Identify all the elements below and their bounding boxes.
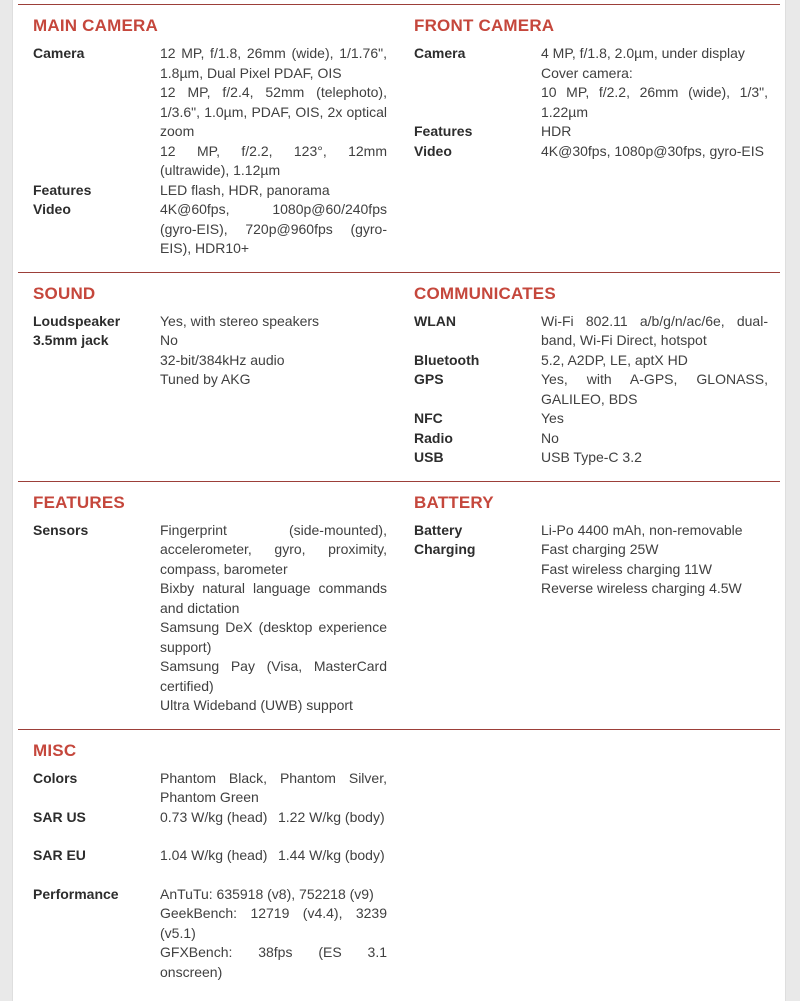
spec-row bbox=[414, 122, 768, 142]
section-row bbox=[18, 272, 780, 481]
spec-value bbox=[160, 846, 387, 866]
value-paragraph: Fast charging 25W bbox=[541, 541, 659, 557]
value-paragraph: Samsung DeX (desktop experience support) bbox=[160, 619, 387, 655]
spec-section bbox=[18, 273, 399, 481]
section-row bbox=[18, 4, 780, 272]
value-paragraph: Samsung Pay (Visa, MasterCard certified) bbox=[160, 658, 387, 694]
value-paragraph: 10 MP, f/2.2, 26mm (wide), 1/3", 1.22µm bbox=[541, 84, 768, 120]
spec-label: Features bbox=[414, 123, 473, 139]
spec-row bbox=[33, 200, 387, 259]
spec-value bbox=[541, 540, 768, 599]
value-paragraph: LED flash, HDR, panorama bbox=[160, 181, 330, 198]
spec-value bbox=[160, 521, 387, 716]
value-paragraph: Li-Po 4400 mAh, non-removable bbox=[541, 521, 743, 538]
value-paragraph: Yes, with stereo speakers bbox=[160, 312, 320, 329]
value-paragraph: USB Type-C 3.2 bbox=[541, 449, 642, 465]
value-paragraph: Wi-Fi 802.11 a/b/g/n/ac/6e, dual-band, Wi-Fi Direct, hotspot bbox=[541, 312, 768, 348]
spec-row bbox=[33, 808, 387, 828]
value-paragraph: Fast wireless charging 11W bbox=[541, 560, 712, 577]
value-paragraph: 4K@60fps, 1080p@60/240fps (gyro-EIS), 720p@960fps (gyro-EIS), HDR10+ bbox=[160, 201, 387, 256]
sar-body-value: 1.22 W/kg (body) bbox=[278, 808, 385, 825]
spec-value bbox=[160, 44, 387, 181]
spec-value bbox=[541, 521, 768, 541]
value-paragraph: GeekBench: 12719 (v4.4), 3239 (v5.1) bbox=[160, 905, 387, 941]
spec-label: Video bbox=[33, 201, 71, 217]
section-row bbox=[18, 481, 780, 729]
value-paragraph: AnTuTu: 635918 (v8), 752218 (v9) bbox=[160, 885, 374, 902]
spec-label: WLAN bbox=[414, 312, 456, 329]
spec-section bbox=[18, 730, 399, 996]
value-paragraph: Yes, with A-GPS, GLONASS, GALILEO, BDS bbox=[541, 371, 768, 407]
value-paragraph: 4K@30fps, 1080p@30fps, gyro-EIS bbox=[541, 142, 764, 159]
sar-head-value: 0.73 W/kg (head) bbox=[160, 808, 268, 825]
spec-label: GPS bbox=[414, 371, 444, 387]
sar-head-value: 1.04 W/kg (head) bbox=[160, 847, 268, 863]
spec-label: 3.5mm jack bbox=[33, 332, 109, 348]
section-title: SOUND bbox=[33, 283, 96, 303]
value-paragraph: Bixby natural language commands and dictation bbox=[160, 580, 387, 616]
spec-row bbox=[414, 448, 768, 468]
value-paragraph: Cover camera: bbox=[541, 64, 633, 81]
value-paragraph: 5.2, A2DP, LE, aptX HD bbox=[541, 351, 688, 368]
value-paragraph: Reverse wireless charging 4.5W bbox=[541, 580, 742, 596]
spec-value bbox=[160, 200, 387, 259]
spec-section bbox=[399, 482, 780, 729]
spec-value bbox=[160, 181, 387, 201]
spec-row bbox=[33, 769, 387, 808]
value-pair-line bbox=[160, 808, 387, 828]
spec-row bbox=[414, 351, 768, 371]
spec-label: Video bbox=[414, 142, 452, 159]
spec-row bbox=[33, 44, 387, 181]
spec-label: Sensors bbox=[33, 521, 89, 538]
value-paragraph: 4 MP, f/1.8, 2.0µm, under display bbox=[541, 45, 745, 61]
spec-row bbox=[33, 181, 387, 201]
value-pair-line bbox=[160, 846, 387, 866]
spec-row bbox=[414, 370, 768, 409]
spec-row bbox=[414, 540, 768, 599]
value-paragraph: GFXBench: 38fps (ES 3.1 onscreen) bbox=[160, 944, 387, 980]
value-paragraph: 12 MP, f/2.4, 52mm (telephoto), 1/3.6", 1.0µm, PDAF, OIS, 2x optical zoom bbox=[160, 84, 387, 139]
spec-value bbox=[541, 351, 768, 371]
spec-section bbox=[18, 5, 399, 272]
spec-row bbox=[33, 521, 387, 716]
value-paragraph: No bbox=[541, 429, 559, 446]
spec-section bbox=[399, 273, 780, 481]
section-title: MISC bbox=[33, 740, 77, 760]
value-paragraph: HDR bbox=[541, 123, 572, 139]
spec-label: SAR US bbox=[33, 808, 86, 825]
spec-value bbox=[541, 122, 768, 142]
section-title: BATTERY bbox=[414, 492, 494, 512]
value-paragraph: Ultra Wideband (UWB) support bbox=[160, 697, 353, 713]
spec-label: Camera bbox=[414, 45, 466, 61]
spec-row bbox=[414, 142, 768, 162]
spec-label: Battery bbox=[414, 521, 463, 538]
spec-value bbox=[541, 370, 768, 409]
section-title: FEATURES bbox=[33, 492, 125, 512]
spec-row bbox=[414, 312, 768, 351]
spec-label: Features bbox=[33, 181, 92, 198]
spec-section bbox=[399, 5, 780, 272]
section-title: COMMUNICATES bbox=[414, 283, 556, 303]
spec-label: Loudspeaker bbox=[33, 312, 121, 329]
value-paragraph: Yes bbox=[541, 410, 564, 426]
spec-value bbox=[160, 885, 387, 983]
spec-value bbox=[160, 769, 387, 808]
spec-label: USB bbox=[414, 449, 444, 465]
spec-row bbox=[33, 846, 387, 866]
spec-row bbox=[414, 429, 768, 449]
spec-section bbox=[18, 482, 399, 729]
spec-value bbox=[541, 429, 768, 449]
value-paragraph: Tuned by AKG bbox=[160, 371, 251, 387]
spec-row bbox=[414, 44, 768, 122]
spec-value bbox=[160, 331, 387, 390]
value-paragraph: 32-bit/384kHz audio bbox=[160, 351, 285, 368]
value-paragraph: Fingerprint (side-mounted), accelerometer, gyro, proximity, compass, barometer bbox=[160, 521, 387, 577]
section-title: MAIN CAMERA bbox=[33, 16, 158, 35]
spec-label: Colors bbox=[33, 769, 78, 786]
spec-row bbox=[414, 409, 768, 429]
sar-body-value: 1.44 W/kg (body) bbox=[278, 847, 385, 863]
value-paragraph: 12 MP, f/2.2, 123°, 12mm (ultrawide), 1.12µm bbox=[160, 142, 387, 178]
value-paragraph: No bbox=[160, 332, 178, 348]
spec-value bbox=[541, 448, 768, 468]
spec-row bbox=[414, 521, 768, 541]
spec-value bbox=[541, 44, 768, 122]
spec-label: Camera bbox=[33, 45, 85, 61]
spec-value bbox=[160, 312, 387, 332]
spec-row bbox=[33, 885, 387, 983]
spec-value bbox=[160, 808, 387, 828]
spec-value bbox=[541, 142, 768, 162]
value-paragraph: 12 MP, f/1.8, 26mm (wide), 1/1.76", 1.8µm, Dual Pixel PDAF, OIS bbox=[160, 45, 387, 81]
spec-label: Radio bbox=[414, 429, 453, 446]
section-title: FRONT CAMERA bbox=[414, 16, 555, 35]
spec-value bbox=[541, 409, 768, 429]
spec-row bbox=[33, 312, 387, 332]
empty-section bbox=[399, 730, 780, 996]
value-paragraph: Phantom Black, Phantom Silver, Phantom Green bbox=[160, 769, 387, 805]
spec-page bbox=[12, 0, 786, 1001]
spec-label: SAR EU bbox=[33, 847, 86, 863]
spec-value bbox=[541, 312, 768, 351]
spec-row bbox=[33, 331, 387, 390]
spec-label: Performance bbox=[33, 885, 119, 902]
spec-label: Bluetooth bbox=[414, 351, 480, 368]
spec-label: NFC bbox=[414, 410, 443, 426]
spec-label: Charging bbox=[414, 541, 476, 557]
